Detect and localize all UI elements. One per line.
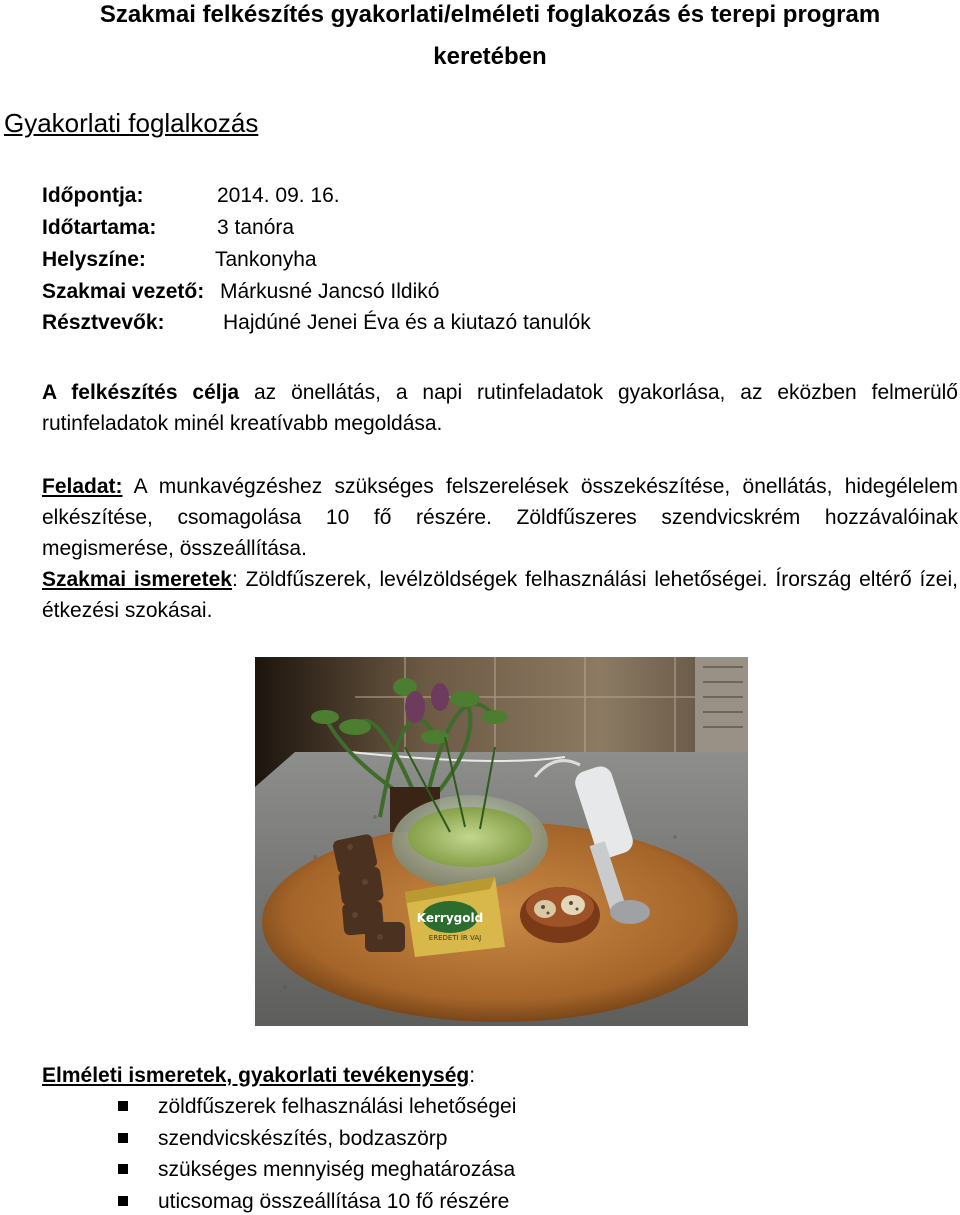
theory-heading: Elméleti ismeretek, gyakorlati tevékenység: [42, 1064, 476, 1087]
knowledge-colon: : [231, 568, 238, 591]
info-label: Időpontja: [42, 184, 144, 207]
kitchen-photo [255, 657, 748, 1026]
list-item: zöldfűszerek felhasználási lehetőségei [118, 1091, 516, 1123]
info-label: Szakmai vezető: [42, 280, 205, 303]
info-row-location [42, 244, 317, 275]
task-label: Feladat: [42, 475, 123, 498]
info-row-duration [42, 212, 295, 243]
info-row-participants [42, 307, 591, 338]
goal-text: az önellátás, a napi rutinfeladatok gyakorlása, az eközben felmerülő rutinfeladatok minél kreatívabb megoldása. [42, 381, 958, 435]
knowledge-paragraph [42, 564, 958, 626]
document-title: Szakmai felkészítés gyakorlati/elméleti foglakozás és terepi program [99, 1, 881, 28]
info-value: Márkusné Jancsó Ildikó [220, 280, 440, 303]
theory-heading-colon: : [469, 1064, 476, 1087]
info-label: Időtartama: [42, 216, 157, 239]
bullet-square-icon [118, 1164, 128, 1174]
bullet-square-icon [118, 1196, 128, 1206]
info-label: Helyszíne: [42, 248, 146, 271]
knowledge-text: Zöldfűszerek, levélzöldségek felhasználási lehetőségei. Írország eltérő ízei, étkezési szokásai. [42, 568, 958, 622]
list-item: szükséges mennyiség meghatározása [118, 1154, 516, 1186]
goal-paragraph [42, 377, 958, 439]
butter-subtitle-text: EREDETI ÍR VAJ [428, 934, 482, 942]
section-heading: Gyakorlati foglalkozás [4, 108, 259, 138]
info-value: Tankonyha [215, 248, 317, 271]
list-item: szendvicskészítés, bodzaszörp [118, 1123, 516, 1155]
info-value: 2014. 09. 16. [217, 184, 340, 207]
info-label: Résztvevők: [42, 311, 165, 334]
butter-brand-text: Kerrygold [416, 911, 484, 925]
task-paragraph [42, 471, 958, 564]
info-row-leader [42, 276, 440, 307]
activity-list [118, 1091, 516, 1215]
bullet-square-icon [118, 1101, 128, 1111]
info-value: 3 tanóra [217, 216, 295, 239]
document-title-continued: keretében [433, 43, 547, 70]
knowledge-label: Szakmai ismeretek [42, 568, 232, 591]
goal-label: A felkészítés célja [42, 381, 240, 404]
info-row-date [42, 180, 340, 211]
list-item: uticsomag összeállítása 10 fő részére [118, 1186, 516, 1215]
info-value: Hajdúné Jenei Éva és a kiutazó tanulók [223, 311, 591, 334]
bullet-square-icon [118, 1133, 128, 1143]
task-text: A munkavégzéshez szükséges felszerelések összekészítése, önellátás, hidegélelem elkészítése, csomagolása 10 fő részére. Zöldfűszeres szendvicskrém hozzávalóinak megismerése, összeállítása. [42, 475, 958, 560]
